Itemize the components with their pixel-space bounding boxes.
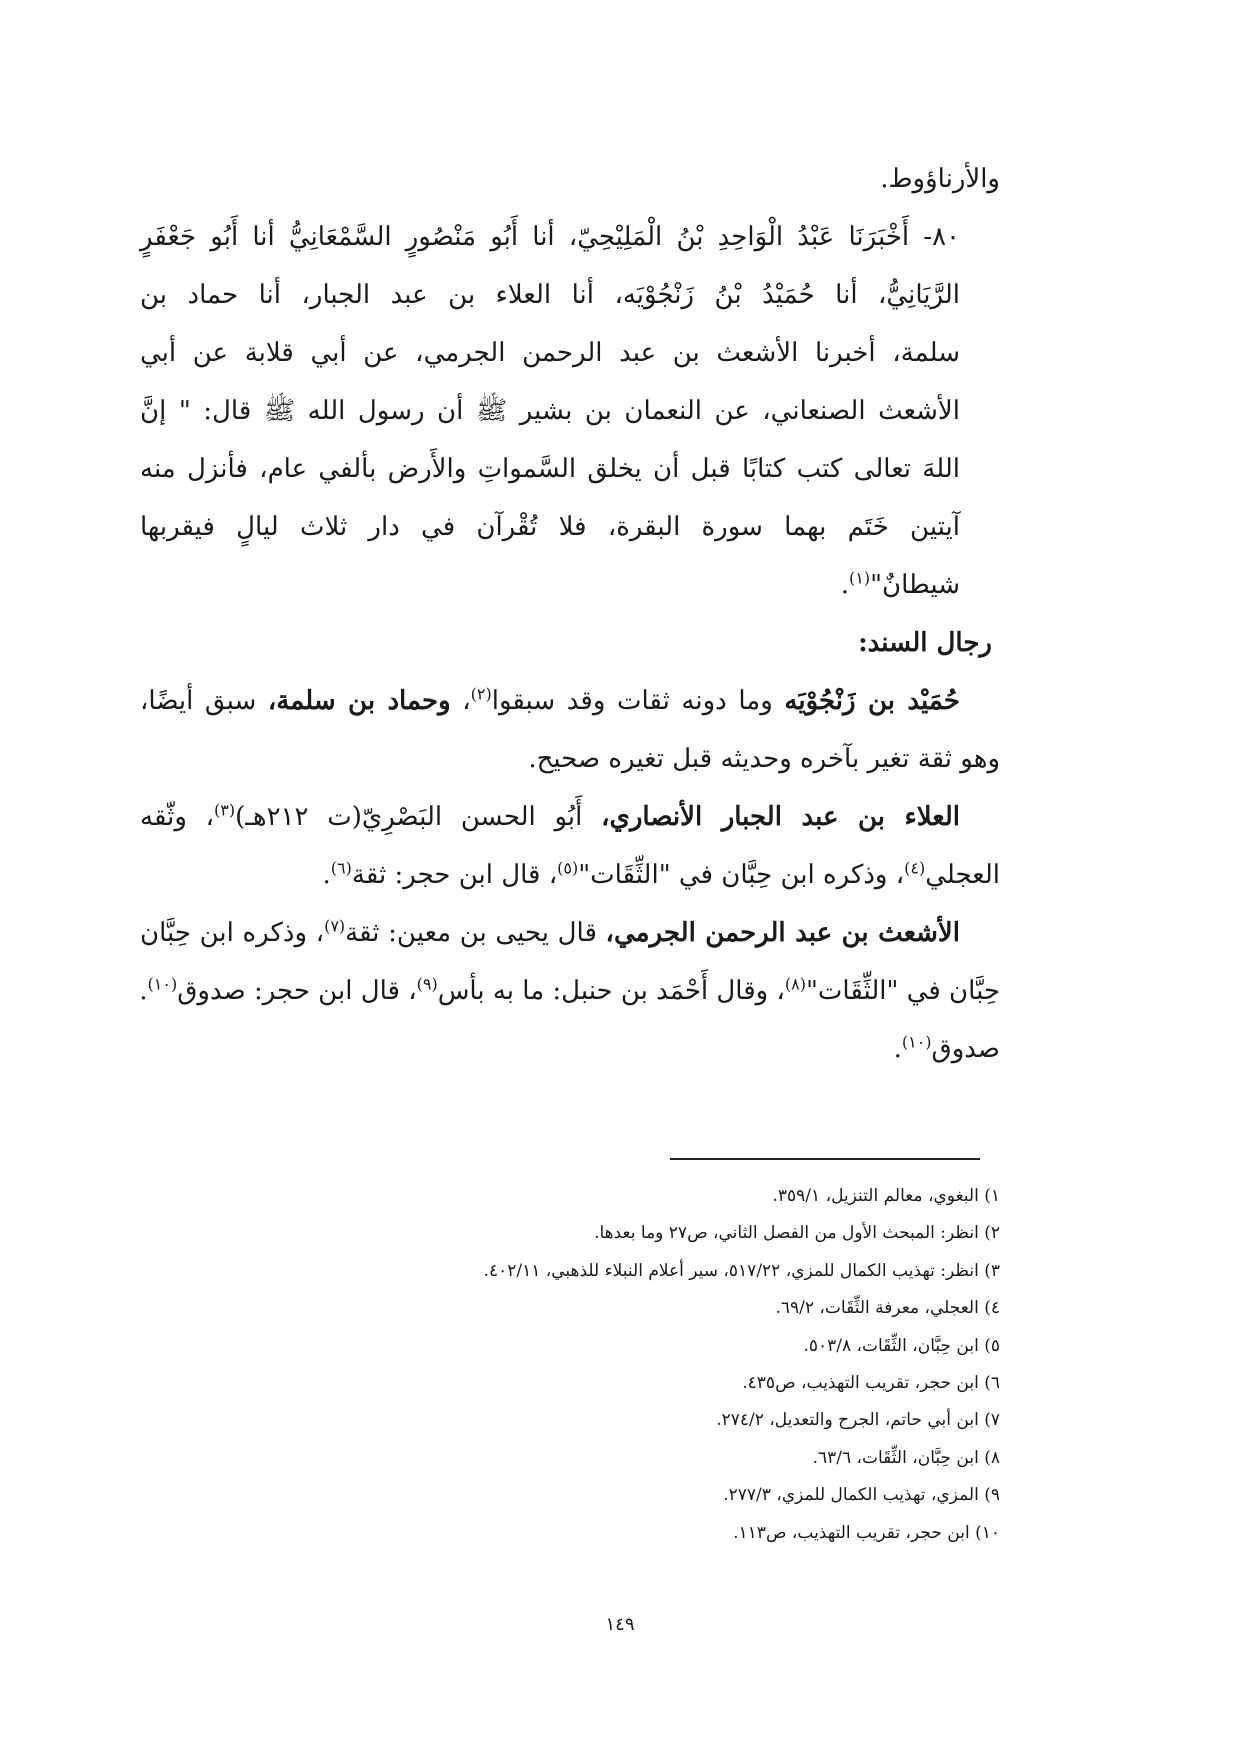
footnote-ref: (٧) xyxy=(324,916,346,936)
footnote-10: ١٠) ابن حجر، تقريب التهذيب، ص١١٣. xyxy=(733,1522,1000,1543)
narrator-name: وحماد بن سلمة، xyxy=(267,686,451,716)
footnote-ref: (٤) xyxy=(904,858,926,878)
footnote-ref: (٢) xyxy=(470,684,492,704)
hadith-line-6: آيتين خَتَم بهما سورة البقرة، فلا تُقْرآن في دار ثلاث ليالٍ فيقربها xyxy=(140,512,960,542)
narrator-name: حُمَيْد بن زَنْجُوْيَه xyxy=(784,686,961,716)
text-run: سبق أيضًا، xyxy=(140,686,268,716)
footnote-ref: (٥) xyxy=(557,858,579,878)
text-run: ، وذكره ابن حِبَّان في "الثِّقَات" xyxy=(578,860,905,890)
footnote-divider xyxy=(670,1158,980,1160)
text-run: قال يحيى بن معين: ثقة xyxy=(345,918,606,948)
footnote-ref: (١) xyxy=(848,568,871,588)
footnote-3: ٣) انظر: تهذيب الكمال للمزي، ٥١٧/٢٢، سير أعلام النبلاء للذهبي، ٤٠٢/١١. xyxy=(483,1260,1000,1281)
hadith-line-4: الأشعث الصنعاني، عن النعمان بن بشير ﷺ أن رسول الله ﷺ قال: " إنَّ xyxy=(140,396,960,426)
text-run: أَبُو الحسن البَصْرِيّ(ت ٢١٢هـ) xyxy=(235,802,602,832)
narrator-3-line-2 xyxy=(140,962,1000,1020)
footnote-ref: (١٠) xyxy=(901,1032,932,1052)
hadith-line-2: الرَّيَانِيُّ، أنا حُمَيْدُ بْنُ زَنْجُوْيَه، أنا العلاء بن عبد الجبار، أنا حماد بن xyxy=(140,280,960,310)
narrator-2-line-1 xyxy=(140,788,1000,846)
footnote-ref: (١٠) xyxy=(147,974,178,994)
footnote-4: ٤) العجلي، معرفة الثِّقَات، ٦٩/٢. xyxy=(775,1298,1000,1319)
footnote-9: ٩) المزي، تهذيب الكمال للمزي، ٢٧٧/٣. xyxy=(723,1485,1000,1506)
text-run: ، وقال أَحْمَد بن حنبل: ما به بأس xyxy=(437,976,785,1006)
page-number: ١٤٩ xyxy=(605,1614,635,1635)
footnote-2: ٢) انظر: المبحث الأول من الفصل الثاني، ص٢٧ وما بعدها. xyxy=(594,1223,1000,1244)
footnote-ref: (٣) xyxy=(214,800,236,820)
narrator-name: العلاء بن عبد الجبار الأنصاري، xyxy=(601,802,960,832)
footnote-8: ٨) ابن حِبَّان، الثِّقَات، ٦٣/٦. xyxy=(812,1447,1000,1468)
hadith-line-5: اللهَ تعالى كتب كتابًا قبل أن يخلق السَّمواتِ والأَرض بألفي عام، فأنزل منه xyxy=(140,454,960,484)
punctuation: . xyxy=(893,1034,902,1064)
text-run: ، وذكره ابن حِبَّان xyxy=(140,918,325,948)
text-run: ، وثّقه xyxy=(140,802,215,832)
narrator-name: الأشعث بن عبد الرحمن الجرمي، xyxy=(605,918,960,948)
punctuation: . xyxy=(139,976,148,1006)
text-run: ، قال ابن حجر: ثقة xyxy=(351,860,558,890)
hadith-last-text: شيطانٌ" xyxy=(870,570,960,600)
narrator-1-line-1 xyxy=(140,672,1000,730)
intro-line: والأرناؤوط. xyxy=(880,164,1000,194)
punctuation: . xyxy=(840,570,849,600)
footnote-1: ١) البغوي، معالم التنزيل، ٣٥٩/١. xyxy=(772,1186,1000,1206)
narrator-1-line-2: وهو ثقة تغير بآخره وحديثه قبل تغيره صحيح. xyxy=(528,744,1000,774)
footnote-ref: (٩) xyxy=(416,974,438,994)
footnote-ref: (٨) xyxy=(784,974,806,994)
section-heading: رجال السند: xyxy=(858,628,992,658)
footnotes xyxy=(140,1178,1000,1552)
text-run: حِبَّان في "الثِّقَات" xyxy=(805,976,1000,1006)
punctuation: . xyxy=(322,860,331,890)
footnote-7: ٧) ابن أبي حاتم، الجرح والتعديل، ٢٧٤/٢. xyxy=(716,1410,1000,1431)
footnote-ref: (٦) xyxy=(330,858,352,878)
narrator-3-line-1 xyxy=(140,904,1000,962)
hadith-line-3: سلمة، أخبرنا الأشعث بن عبد الرحمن الجرمي، عن أبي قلابة عن أبي xyxy=(140,338,960,368)
hadith-line-7 xyxy=(140,556,1000,614)
narrator-2-line-2 xyxy=(140,846,1000,904)
text-run: وما دونه ثقات وقد سبقوا xyxy=(491,686,785,716)
text-run: صدوق xyxy=(931,1034,1000,1064)
footnote-6: ٦) ابن حجر، تقريب التهذيب، ص٤٣٥. xyxy=(742,1373,1000,1394)
narrator-3-line-3 xyxy=(140,1020,1000,1078)
main-text xyxy=(140,150,1000,1078)
footnote-5: ٥) ابن حِبَّان، الثِّقَات، ٥٠٣/٨. xyxy=(803,1335,1000,1356)
text-run: ، xyxy=(450,686,471,716)
text-run: العجلي xyxy=(925,860,1000,890)
hadith-line-1: ٨٠- أَخْبَرَنَا عَبْدُ الْوَاحِدِ بْنُ الْمَلِيْحِيّ، أنا أَبُو مَنْصُورٍ السَّمْعَانِيُّ أنا أَبُو جَعْفَرٍ xyxy=(140,222,960,252)
text-run: ، قال ابن حجر: صدوق xyxy=(177,976,417,1006)
